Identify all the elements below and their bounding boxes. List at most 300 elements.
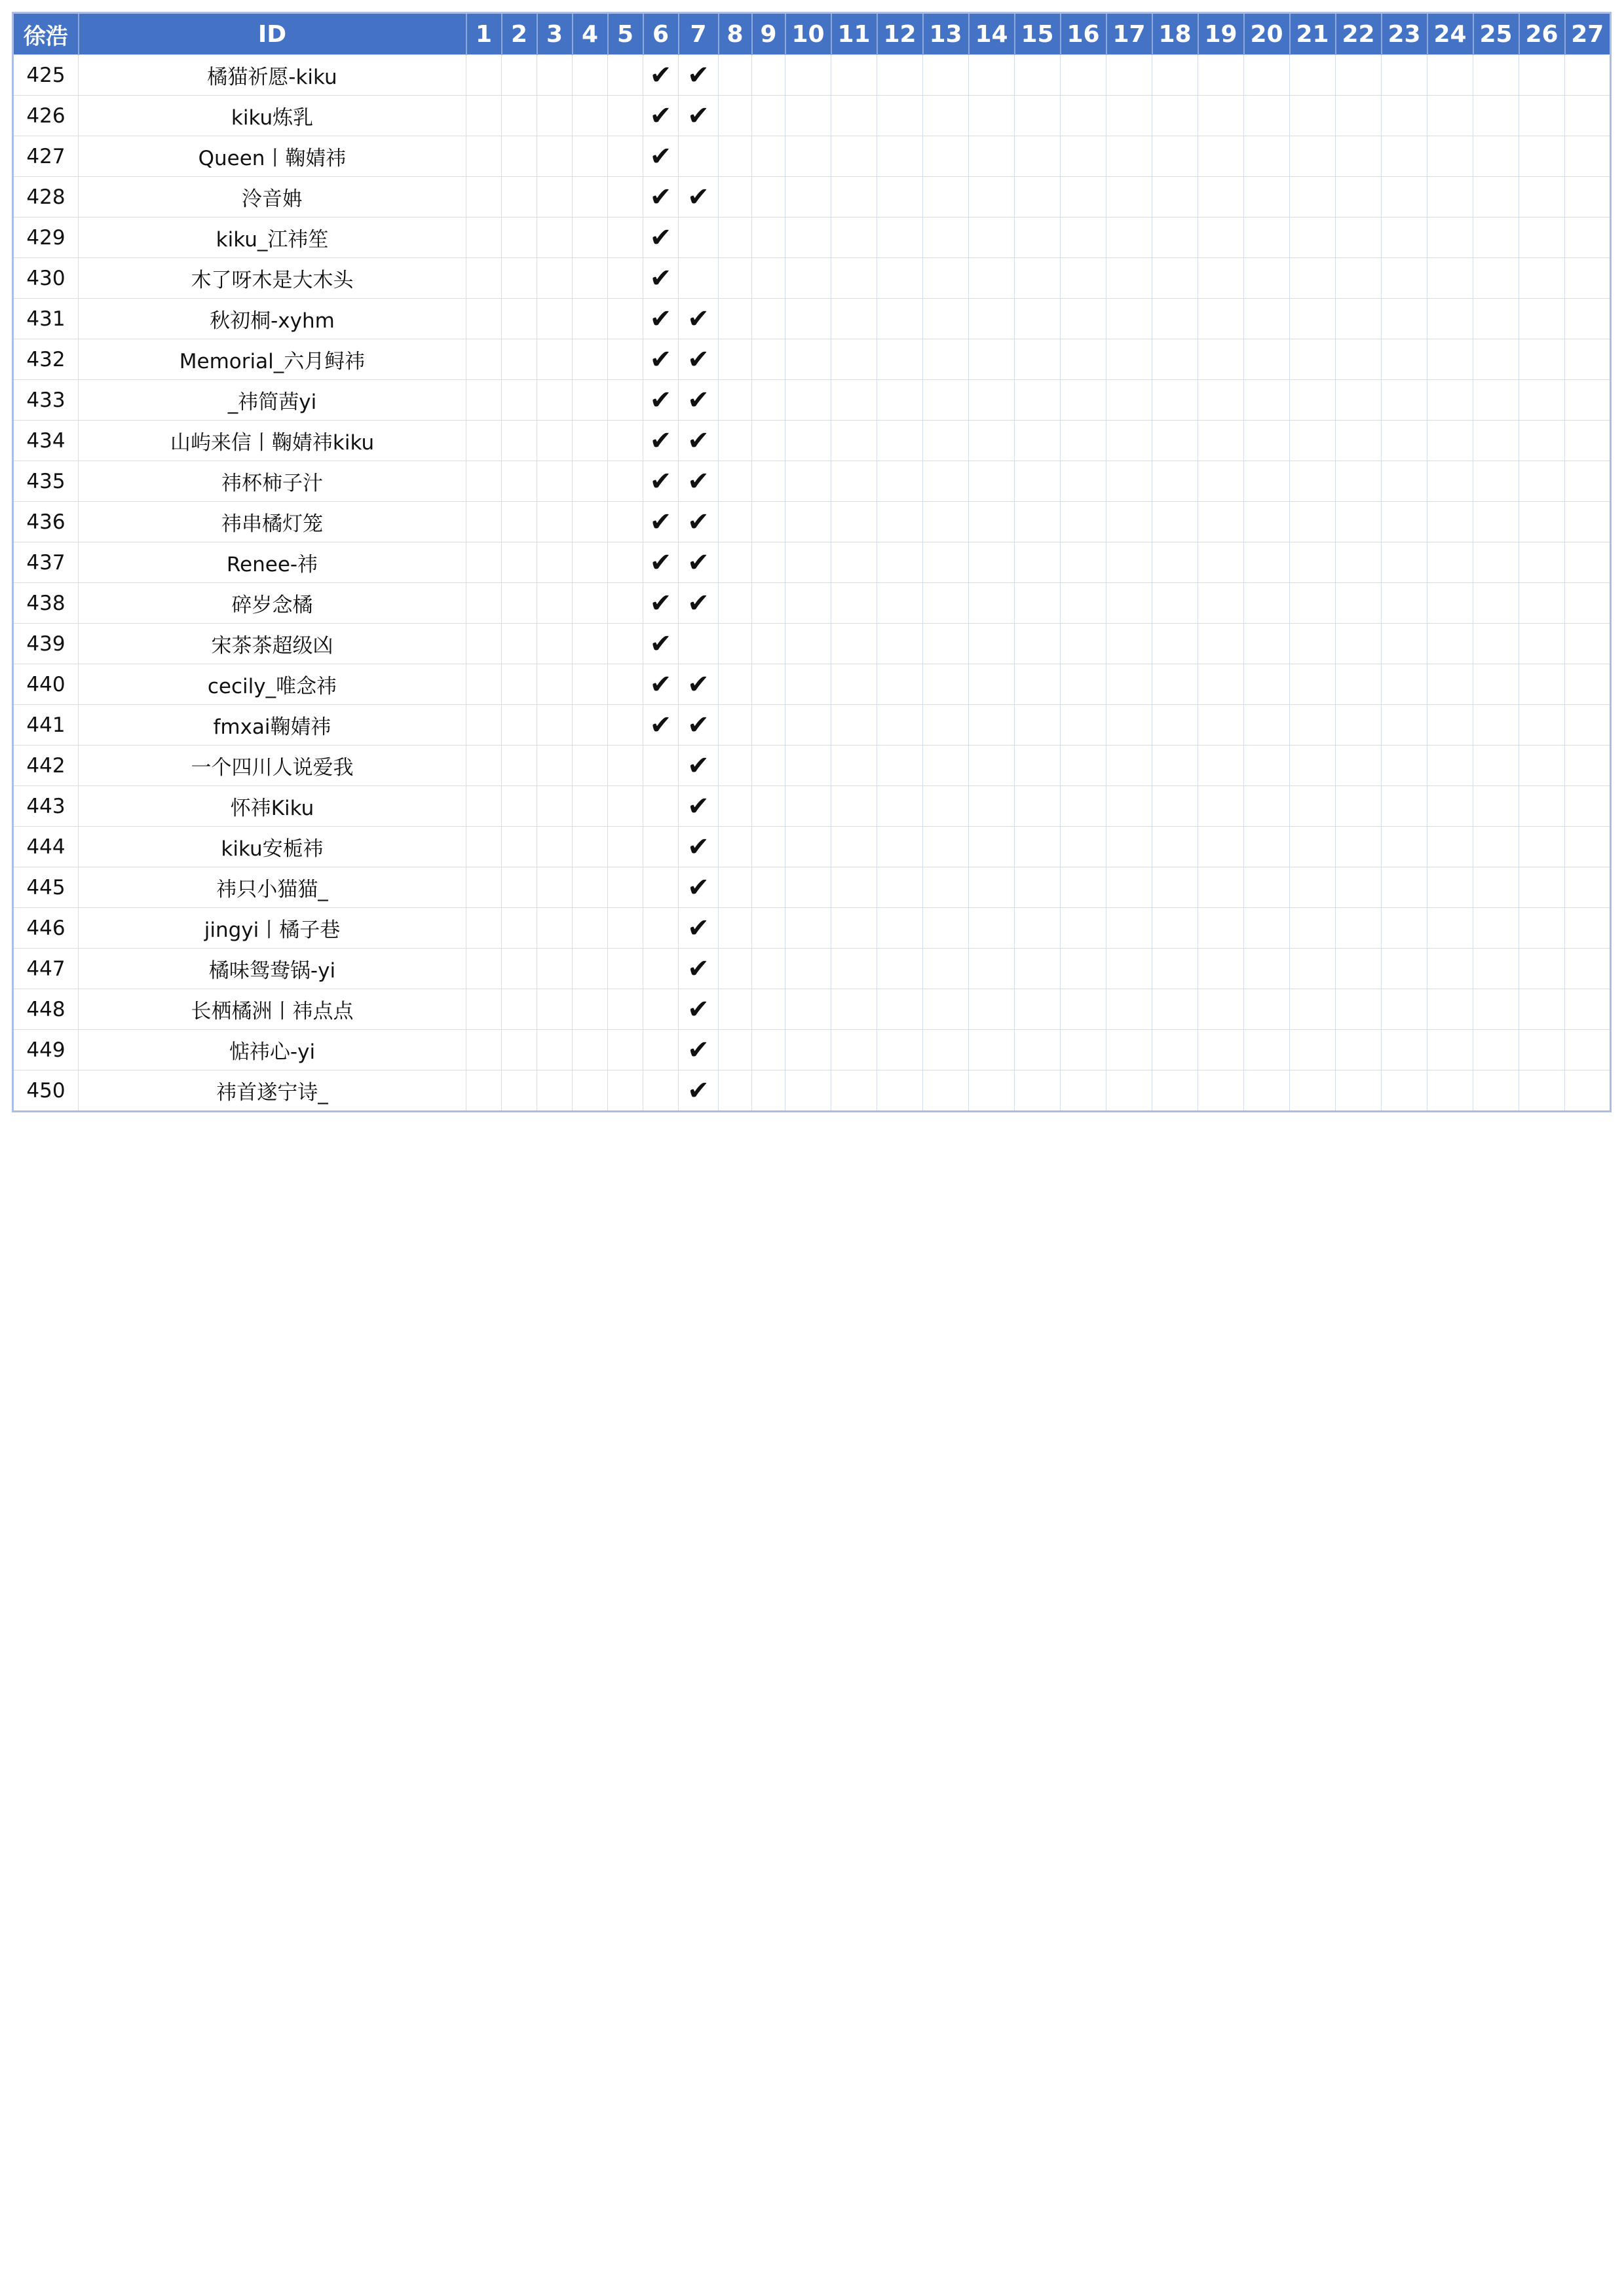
- empty-cell-day-13: [923, 502, 969, 542]
- empty-cell-day-8: [719, 380, 752, 421]
- empty-cell-day-18: [1152, 502, 1198, 542]
- empty-cell-day-12: [877, 1030, 923, 1070]
- empty-cell-day-22: [1336, 1070, 1382, 1112]
- empty-cell-day-24: [1427, 299, 1473, 339]
- empty-cell-day-22: [1336, 96, 1382, 136]
- empty-cell-day-4: [573, 542, 608, 583]
- empty-cell-day-23: [1382, 583, 1427, 624]
- empty-cell-day-11: [831, 867, 877, 908]
- empty-cell-day-15: [1015, 908, 1061, 949]
- empty-cell-day-4: [573, 96, 608, 136]
- empty-cell-day-3: [537, 217, 573, 258]
- empty-cell-day-20: [1244, 705, 1290, 746]
- empty-cell-day-17: [1106, 299, 1152, 339]
- empty-cell-day-25: [1473, 1030, 1519, 1070]
- table-row: [13, 786, 1611, 827]
- row-id: jingyi丨橘子巷: [79, 908, 466, 949]
- header-day-16: 16: [1061, 13, 1106, 55]
- check-mark-day-7: ✔: [679, 705, 719, 746]
- header-day-24: 24: [1427, 13, 1473, 55]
- empty-cell-day-9: [752, 339, 785, 380]
- table-row: [13, 421, 1611, 461]
- empty-cell-day-21: [1290, 502, 1336, 542]
- empty-cell-day-12: [877, 299, 923, 339]
- row-id: 祎只小猫猫_: [79, 867, 466, 908]
- empty-cell-day-5: [608, 664, 643, 705]
- empty-cell-day-8: [719, 136, 752, 177]
- empty-cell-day-23: [1382, 1070, 1427, 1112]
- empty-cell-day-18: [1152, 949, 1198, 989]
- empty-cell-day-17: [1106, 949, 1152, 989]
- row-id: kiku安栀祎: [79, 827, 466, 867]
- table-row: [13, 96, 1611, 136]
- empty-cell-day-18: [1152, 96, 1198, 136]
- empty-cell-day-12: [877, 746, 923, 786]
- empty-cell-day-16: [1061, 1070, 1106, 1112]
- empty-cell-day-19: [1198, 786, 1244, 827]
- empty-cell-day-17: [1106, 583, 1152, 624]
- empty-cell-day-15: [1015, 502, 1061, 542]
- empty-cell-day-25: [1473, 380, 1519, 421]
- header-day-10: 10: [785, 13, 831, 55]
- empty-cell-day-23: [1382, 299, 1427, 339]
- empty-cell-day-9: [752, 1030, 785, 1070]
- row-id: 宋茶茶超级凶: [79, 624, 466, 664]
- empty-cell-day-2: [502, 949, 537, 989]
- empty-cell-day-5: [608, 827, 643, 867]
- empty-cell-day-4: [573, 502, 608, 542]
- empty-cell-day-13: [923, 299, 969, 339]
- empty-cell-day-16: [1061, 624, 1106, 664]
- empty-cell-day-16: [1061, 380, 1106, 421]
- empty-cell-day-8: [719, 664, 752, 705]
- empty-cell-day-26: [1519, 542, 1565, 583]
- empty-cell-day-15: [1015, 55, 1061, 96]
- empty-cell-day-11: [831, 177, 877, 217]
- empty-cell-day-9: [752, 502, 785, 542]
- empty-cell-day-3: [537, 177, 573, 217]
- row-id: 木了呀木是大木头: [79, 258, 466, 299]
- empty-cell-day-23: [1382, 542, 1427, 583]
- check-mark-day-7: ✔: [679, 502, 719, 542]
- empty-cell-day-26: [1519, 96, 1565, 136]
- empty-cell-day-18: [1152, 827, 1198, 867]
- row-id: kiku炼乳: [79, 96, 466, 136]
- empty-cell-day-1: [466, 217, 502, 258]
- empty-cell-day-21: [1290, 746, 1336, 786]
- empty-cell-day-25: [1473, 96, 1519, 136]
- empty-cell-day-25: [1473, 989, 1519, 1030]
- check-mark-day-7: ✔: [679, 299, 719, 339]
- empty-cell-day-26: [1519, 908, 1565, 949]
- empty-cell-day-27: [1565, 705, 1611, 746]
- empty-cell-day-23: [1382, 827, 1427, 867]
- row-id: cecily_唯念祎: [79, 664, 466, 705]
- empty-cell-day-20: [1244, 746, 1290, 786]
- empty-cell-day-14: [969, 136, 1015, 177]
- empty-cell-day-14: [969, 299, 1015, 339]
- empty-cell-day-22: [1336, 786, 1382, 827]
- table-row: [13, 299, 1611, 339]
- empty-cell-day-18: [1152, 583, 1198, 624]
- empty-cell-day-9: [752, 380, 785, 421]
- row-number: 448: [13, 989, 79, 1030]
- empty-cell-day-15: [1015, 624, 1061, 664]
- check-mark-day-7: ✔: [679, 989, 719, 1030]
- empty-cell-day-12: [877, 502, 923, 542]
- empty-cell-day-15: [1015, 461, 1061, 502]
- empty-cell-day-19: [1198, 96, 1244, 136]
- empty-cell-day-21: [1290, 867, 1336, 908]
- empty-cell-day-5: [608, 542, 643, 583]
- table-row: [13, 502, 1611, 542]
- empty-cell-day-11: [831, 827, 877, 867]
- empty-cell-day-6: [643, 1070, 679, 1112]
- empty-cell-day-13: [923, 339, 969, 380]
- empty-cell-day-17: [1106, 502, 1152, 542]
- empty-cell-day-3: [537, 1030, 573, 1070]
- empty-cell-day-12: [877, 583, 923, 624]
- empty-cell-day-25: [1473, 136, 1519, 177]
- empty-cell-day-6: [643, 746, 679, 786]
- empty-cell-day-20: [1244, 867, 1290, 908]
- empty-cell-day-25: [1473, 705, 1519, 746]
- empty-cell-day-16: [1061, 502, 1106, 542]
- empty-cell-day-14: [969, 421, 1015, 461]
- header-day-13: 13: [923, 13, 969, 55]
- empty-cell-day-19: [1198, 461, 1244, 502]
- empty-cell-day-17: [1106, 421, 1152, 461]
- check-mark-day-7: ✔: [679, 421, 719, 461]
- empty-cell-day-26: [1519, 664, 1565, 705]
- empty-cell-day-26: [1519, 786, 1565, 827]
- empty-cell-day-5: [608, 55, 643, 96]
- empty-cell-day-16: [1061, 664, 1106, 705]
- empty-cell-day-12: [877, 624, 923, 664]
- empty-cell-day-21: [1290, 380, 1336, 421]
- empty-cell-day-13: [923, 461, 969, 502]
- empty-cell-day-14: [969, 786, 1015, 827]
- empty-cell-day-6: [643, 908, 679, 949]
- empty-cell-day-26: [1519, 217, 1565, 258]
- header-day-7: 7: [679, 13, 719, 55]
- empty-cell-day-25: [1473, 55, 1519, 96]
- empty-cell-day-12: [877, 339, 923, 380]
- empty-cell-day-22: [1336, 502, 1382, 542]
- check-mark-day-7: ✔: [679, 664, 719, 705]
- empty-cell-day-3: [537, 380, 573, 421]
- empty-cell-day-23: [1382, 786, 1427, 827]
- empty-cell-day-12: [877, 258, 923, 299]
- empty-cell-day-21: [1290, 542, 1336, 583]
- empty-cell-day-10: [785, 989, 831, 1030]
- table-row: [13, 583, 1611, 624]
- empty-cell-day-13: [923, 624, 969, 664]
- empty-cell-day-2: [502, 299, 537, 339]
- empty-cell-day-6: [643, 989, 679, 1030]
- empty-cell-day-14: [969, 380, 1015, 421]
- empty-cell-day-10: [785, 949, 831, 989]
- empty-cell-day-4: [573, 908, 608, 949]
- row-id: fmxai鞠婧祎: [79, 705, 466, 746]
- empty-cell-day-25: [1473, 542, 1519, 583]
- empty-cell-day-27: [1565, 177, 1611, 217]
- empty-cell-day-14: [969, 949, 1015, 989]
- empty-cell-day-1: [466, 583, 502, 624]
- empty-cell-day-22: [1336, 705, 1382, 746]
- header-day-1: 1: [466, 13, 502, 55]
- check-mark-day-6: ✔: [643, 461, 679, 502]
- empty-cell-day-10: [785, 624, 831, 664]
- empty-cell-day-6: [643, 1030, 679, 1070]
- row-number: 445: [13, 867, 79, 908]
- table-row: [13, 624, 1611, 664]
- empty-cell-day-2: [502, 664, 537, 705]
- empty-cell-day-21: [1290, 136, 1336, 177]
- empty-cell-day-21: [1290, 258, 1336, 299]
- empty-cell-day-10: [785, 786, 831, 827]
- empty-cell-day-21: [1290, 949, 1336, 989]
- empty-cell-day-9: [752, 867, 785, 908]
- empty-cell-day-9: [752, 136, 785, 177]
- empty-cell-day-26: [1519, 136, 1565, 177]
- check-mark-day-6: ✔: [643, 136, 679, 177]
- empty-cell-day-23: [1382, 989, 1427, 1030]
- header-day-18: 18: [1152, 13, 1198, 55]
- header-day-11: 11: [831, 13, 877, 55]
- empty-cell-day-3: [537, 502, 573, 542]
- empty-cell-day-15: [1015, 664, 1061, 705]
- empty-cell-day-22: [1336, 908, 1382, 949]
- empty-cell-day-3: [537, 55, 573, 96]
- empty-cell-day-2: [502, 624, 537, 664]
- empty-cell-day-25: [1473, 461, 1519, 502]
- empty-cell-day-26: [1519, 177, 1565, 217]
- empty-cell-day-13: [923, 867, 969, 908]
- empty-cell-day-5: [608, 136, 643, 177]
- empty-cell-day-20: [1244, 380, 1290, 421]
- row-number: 436: [13, 502, 79, 542]
- empty-cell-day-25: [1473, 258, 1519, 299]
- empty-cell-day-16: [1061, 746, 1106, 786]
- empty-cell-day-2: [502, 177, 537, 217]
- empty-cell-day-18: [1152, 664, 1198, 705]
- empty-cell-day-27: [1565, 461, 1611, 502]
- empty-cell-day-15: [1015, 258, 1061, 299]
- empty-cell-day-17: [1106, 217, 1152, 258]
- empty-cell-day-27: [1565, 624, 1611, 664]
- empty-cell-day-2: [502, 55, 537, 96]
- empty-cell-day-25: [1473, 624, 1519, 664]
- empty-cell-day-15: [1015, 339, 1061, 380]
- row-number: 449: [13, 1030, 79, 1070]
- empty-cell-day-8: [719, 989, 752, 1030]
- empty-cell-day-14: [969, 867, 1015, 908]
- empty-cell-day-21: [1290, 421, 1336, 461]
- empty-cell-day-17: [1106, 989, 1152, 1030]
- empty-cell-day-20: [1244, 989, 1290, 1030]
- row-number: 426: [13, 96, 79, 136]
- empty-cell-day-22: [1336, 421, 1382, 461]
- empty-cell-day-15: [1015, 583, 1061, 624]
- empty-cell-day-1: [466, 624, 502, 664]
- empty-cell-day-19: [1198, 177, 1244, 217]
- empty-cell-day-12: [877, 786, 923, 827]
- empty-cell-day-17: [1106, 827, 1152, 867]
- empty-cell-day-13: [923, 136, 969, 177]
- empty-cell-day-1: [466, 989, 502, 1030]
- empty-cell-day-3: [537, 664, 573, 705]
- empty-cell-day-16: [1061, 461, 1106, 502]
- empty-cell-day-19: [1198, 258, 1244, 299]
- empty-cell-day-15: [1015, 136, 1061, 177]
- empty-cell-day-16: [1061, 96, 1106, 136]
- empty-cell-day-19: [1198, 421, 1244, 461]
- empty-cell-day-18: [1152, 339, 1198, 380]
- empty-cell-day-13: [923, 786, 969, 827]
- empty-cell-day-15: [1015, 421, 1061, 461]
- empty-cell-day-8: [719, 421, 752, 461]
- empty-cell-day-27: [1565, 380, 1611, 421]
- check-mark-day-7: ✔: [679, 1030, 719, 1070]
- empty-cell-day-3: [537, 989, 573, 1030]
- empty-cell-day-11: [831, 624, 877, 664]
- empty-cell-day-23: [1382, 339, 1427, 380]
- empty-cell-day-19: [1198, 624, 1244, 664]
- empty-cell-day-23: [1382, 380, 1427, 421]
- empty-cell-day-16: [1061, 867, 1106, 908]
- empty-cell-day-5: [608, 908, 643, 949]
- empty-cell-day-1: [466, 1030, 502, 1070]
- empty-cell-day-14: [969, 989, 1015, 1030]
- empty-cell-day-1: [466, 786, 502, 827]
- empty-cell-day-25: [1473, 664, 1519, 705]
- row-number: 440: [13, 664, 79, 705]
- empty-cell-day-24: [1427, 502, 1473, 542]
- empty-cell-day-17: [1106, 380, 1152, 421]
- check-mark-day-7: ✔: [679, 461, 719, 502]
- empty-cell-day-17: [1106, 786, 1152, 827]
- row-number: 433: [13, 380, 79, 421]
- empty-cell-day-21: [1290, 217, 1336, 258]
- empty-cell-day-8: [719, 827, 752, 867]
- empty-cell-day-12: [877, 461, 923, 502]
- empty-cell-day-4: [573, 339, 608, 380]
- empty-cell-day-24: [1427, 339, 1473, 380]
- empty-cell-day-24: [1427, 217, 1473, 258]
- empty-cell-day-11: [831, 55, 877, 96]
- row-number: 430: [13, 258, 79, 299]
- empty-cell-day-9: [752, 664, 785, 705]
- empty-cell-day-20: [1244, 217, 1290, 258]
- header-day-26: 26: [1519, 13, 1565, 55]
- check-mark-day-7: ✔: [679, 55, 719, 96]
- empty-cell-day-11: [831, 136, 877, 177]
- empty-cell-day-8: [719, 461, 752, 502]
- table-row: [13, 1030, 1611, 1070]
- empty-cell-day-25: [1473, 177, 1519, 217]
- empty-cell-day-3: [537, 746, 573, 786]
- empty-cell-day-24: [1427, 583, 1473, 624]
- empty-cell-day-15: [1015, 217, 1061, 258]
- empty-cell-day-5: [608, 705, 643, 746]
- empty-cell-day-18: [1152, 746, 1198, 786]
- check-mark-day-7: ✔: [679, 1070, 719, 1112]
- table-row: [13, 1070, 1611, 1112]
- empty-cell-day-18: [1152, 867, 1198, 908]
- empty-cell-day-17: [1106, 664, 1152, 705]
- empty-cell-day-20: [1244, 258, 1290, 299]
- check-mark-day-6: ✔: [643, 624, 679, 664]
- empty-cell-day-14: [969, 705, 1015, 746]
- empty-cell-day-2: [502, 380, 537, 421]
- empty-cell-day-10: [785, 258, 831, 299]
- empty-cell-day-16: [1061, 705, 1106, 746]
- empty-cell-day-5: [608, 421, 643, 461]
- empty-cell-day-5: [608, 1030, 643, 1070]
- empty-cell-day-19: [1198, 339, 1244, 380]
- empty-cell-day-10: [785, 55, 831, 96]
- empty-cell-day-5: [608, 624, 643, 664]
- empty-cell-day-11: [831, 664, 877, 705]
- empty-cell-day-10: [785, 380, 831, 421]
- empty-cell-day-16: [1061, 136, 1106, 177]
- empty-cell-day-11: [831, 217, 877, 258]
- header-day-23: 23: [1382, 13, 1427, 55]
- empty-cell-day-10: [785, 96, 831, 136]
- empty-cell-day-11: [831, 746, 877, 786]
- empty-cell-day-15: [1015, 827, 1061, 867]
- header-day-5: 5: [608, 13, 643, 55]
- empty-cell-day-9: [752, 624, 785, 664]
- empty-cell-day-26: [1519, 746, 1565, 786]
- empty-cell-day-25: [1473, 217, 1519, 258]
- empty-cell-day-21: [1290, 583, 1336, 624]
- empty-cell-day-27: [1565, 258, 1611, 299]
- empty-cell-day-15: [1015, 299, 1061, 339]
- empty-cell-day-10: [785, 827, 831, 867]
- empty-cell-day-4: [573, 746, 608, 786]
- empty-cell-day-18: [1152, 1030, 1198, 1070]
- empty-cell-day-17: [1106, 136, 1152, 177]
- empty-cell-day-12: [877, 989, 923, 1030]
- table-row: [13, 746, 1611, 786]
- row-id: 碎岁念橘: [79, 583, 466, 624]
- empty-cell-day-2: [502, 96, 537, 136]
- row-number: 429: [13, 217, 79, 258]
- empty-cell-day-18: [1152, 177, 1198, 217]
- header-day-3: 3: [537, 13, 573, 55]
- table-row: [13, 705, 1611, 746]
- empty-cell-day-19: [1198, 217, 1244, 258]
- empty-cell-day-21: [1290, 96, 1336, 136]
- empty-cell-day-1: [466, 1070, 502, 1112]
- empty-cell-day-22: [1336, 299, 1382, 339]
- empty-cell-day-18: [1152, 136, 1198, 177]
- empty-cell-day-11: [831, 258, 877, 299]
- check-mark-day-7: ✔: [679, 949, 719, 989]
- empty-cell-day-15: [1015, 542, 1061, 583]
- empty-cell-day-9: [752, 746, 785, 786]
- empty-cell-day-24: [1427, 258, 1473, 299]
- empty-cell-day-23: [1382, 705, 1427, 746]
- empty-cell-day-3: [537, 705, 573, 746]
- empty-cell-day-16: [1061, 55, 1106, 96]
- empty-cell-day-26: [1519, 55, 1565, 96]
- header-day-17: 17: [1106, 13, 1152, 55]
- empty-cell-day-12: [877, 136, 923, 177]
- empty-cell-day-4: [573, 989, 608, 1030]
